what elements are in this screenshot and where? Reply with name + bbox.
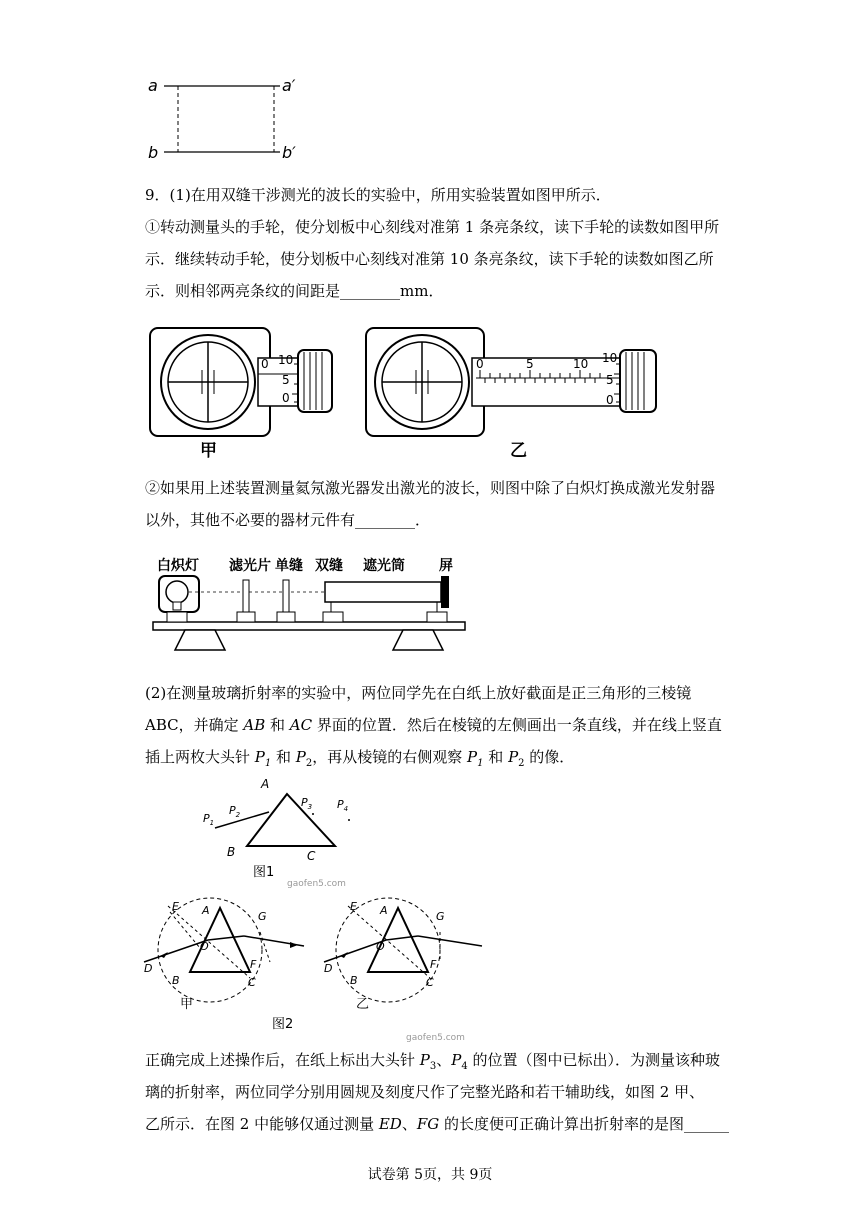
pin-p1b: P	[467, 748, 478, 766]
fig2-jia-B: B	[172, 974, 180, 987]
q9c-ed: ED	[378, 1115, 402, 1133]
caption-jia: 甲	[200, 441, 217, 461]
pin-p2: P	[295, 748, 306, 766]
q9b-line1: (2)在测量玻璃折射率的实验中，两位同学先在白纸上放好截面是正三角形的三棱镜	[145, 684, 692, 702]
q9b-line2-post: 界面的位置．然后在棱镜的左侧画出一条直线，并在线上竖直	[312, 716, 722, 734]
pin-p4-sub: 4	[461, 1061, 468, 1072]
q9-line4-pre: 示．则相邻两亮条纹的间距是	[145, 282, 341, 300]
fig1-P1: P	[203, 812, 210, 825]
fig2-watermark: gaofen5.com	[406, 1033, 465, 1043]
yi-main-0: 0	[476, 357, 484, 371]
q9b-line3-mid: ，再从棱镜的右侧观察	[312, 748, 468, 766]
fig1-P4: P	[337, 798, 344, 811]
fig1-P3: P	[301, 796, 308, 809]
fig2-jia-caption: 甲	[180, 997, 194, 1012]
q9b-line2	[145, 715, 725, 735]
fig1-P2: P	[229, 804, 236, 817]
q9b-line3	[145, 747, 725, 774]
fig1-B: B	[227, 845, 236, 859]
pin-p4: P	[451, 1051, 462, 1069]
fig2-jia-C: C	[248, 976, 256, 989]
fig2-caption: 图2	[272, 1017, 294, 1032]
q9-line3: 示．继续转动手轮，使分划板中心刻线对准第 10 条亮条纹，读下手轮的读数如图乙所	[145, 250, 714, 268]
label-a-prime: a′	[282, 76, 296, 95]
fig2-jia-E: E	[172, 900, 179, 913]
yi-main-10: 10	[573, 357, 589, 371]
q9-line2: ①转动测量头的手轮，使分划板中心刻线对准第 1 条亮条纹，读下手轮的读数如图甲所	[145, 218, 720, 236]
q9c-sep2: 、	[401, 1115, 417, 1133]
fig2-yi-D: D	[324, 962, 333, 975]
q9b-ab: AB	[243, 716, 266, 734]
pin-p2b: P	[508, 748, 519, 766]
fig2-jia	[144, 898, 304, 1012]
caption-yi: 乙	[510, 441, 527, 461]
q9c-line1-pre: 正确完成上述操作后，在纸上标出大头针	[145, 1051, 420, 1069]
micrometer-jia	[150, 328, 332, 461]
q9-line4	[145, 281, 725, 301]
q9-line4-post: mm．	[400, 282, 444, 300]
label-b: b	[148, 143, 159, 162]
micrometer-yi	[366, 328, 656, 461]
q9c-line2: 璃的折射率，两位同学分别用圆规及刻度尺作了完整光路和若干辅助线，如图 2 甲、	[145, 1083, 705, 1101]
fig1-prism	[195, 776, 395, 888]
fig2-yi-F: F	[430, 958, 437, 971]
pin-p2b-sub: 2	[518, 758, 525, 769]
pin-p3-sub: 3	[429, 1061, 437, 1072]
fig2-jia-A: A	[202, 904, 210, 917]
label-single-slit: 单缝	[275, 558, 303, 574]
label-double-slit: 双缝	[315, 558, 343, 574]
fig2-jia-O: O	[200, 940, 209, 953]
micrometer-figure	[140, 322, 670, 462]
pin-p2-sub: 2	[305, 758, 313, 769]
svg-text:P3: $P_3$	[301, 796, 313, 811]
q9c-line3	[145, 1114, 730, 1134]
fig-aa-bb	[140, 72, 310, 167]
yi-tick-5: 5	[606, 373, 614, 387]
pin-p1: P	[254, 748, 265, 766]
fig2-yi-E: E	[350, 900, 357, 913]
q9c-line1	[145, 1050, 725, 1077]
q9c-line1-post: 的位置（图中已标出）．为测量该种玻	[467, 1051, 721, 1069]
label-screen: 屏	[439, 558, 453, 574]
fig2-yi-A: A	[380, 904, 388, 917]
jia-tick-10: 10	[278, 353, 294, 367]
fig2	[140, 892, 520, 1044]
q9c-sep: 、	[436, 1051, 452, 1069]
svg-text:P1: $P_1$	[203, 812, 215, 827]
q9-2-line2: 以外，其他不必要的器材元件有________．	[145, 511, 431, 529]
pin-p1b-sub: 1	[477, 758, 484, 769]
fig2-jia-D: D	[144, 962, 153, 975]
apparatus-figure	[145, 552, 475, 662]
pin-p3: P	[419, 1051, 430, 1069]
q9b-line2-pre: ABC，并确定	[145, 716, 244, 734]
fig1-watermark: gaofen5.com	[287, 879, 346, 888]
q9-2-line1: ②如果用上述装置测量氦氖激光器发出激光的波长，则图中除了白炽灯换成激光发射器	[145, 479, 716, 497]
label-b-prime: b′	[282, 143, 296, 162]
fig1-A: A	[261, 777, 270, 791]
answer-blank-1[interactable]: ________	[340, 282, 401, 300]
fig2-yi	[324, 898, 482, 1012]
q9b-ac: AC	[289, 716, 313, 734]
yi-main-5: 5	[526, 357, 534, 371]
q9c-line3-pre: 乙所示．在图 2 中能够仅通过测量	[145, 1115, 379, 1133]
q9c-line3-post: 的长度便可正确计算出折射率的是图______	[439, 1115, 730, 1133]
svg-text:P2: $P_2$	[229, 804, 241, 819]
q9b-line3-post: 的像．	[524, 748, 575, 766]
fig2-yi-B: B	[350, 974, 358, 987]
fig2-yi-G: G	[436, 910, 445, 923]
fig2-jia-G: G	[258, 910, 267, 923]
pin-p1-sub: 1	[264, 758, 272, 769]
label-a: a	[148, 76, 158, 95]
yi-tick-0: 0	[606, 393, 614, 407]
jia-tick-0: 0	[282, 391, 290, 405]
page-footer: 试卷第 5页，共 9页	[367, 1167, 493, 1183]
fig2-yi-O: O	[376, 940, 385, 953]
fig2-yi-C: C	[426, 976, 434, 989]
fig1-caption: 图1	[253, 865, 275, 880]
jia-main-0: 0	[261, 357, 269, 371]
q9b-and3: 和	[483, 748, 509, 766]
q9b-and2: 和	[271, 748, 296, 766]
label-tube: 遮光筒	[363, 558, 405, 574]
fig2-jia-F: F	[250, 958, 257, 971]
q9-line1: 9．(1)在用双缝干涉测光的波长的实验中，所用实验装置如图甲所示．	[145, 186, 611, 204]
q9b-and: 和	[265, 716, 290, 734]
q9b-line3-pre: 插上两枚大头针	[145, 748, 255, 766]
yi-tick-10: 10	[602, 351, 618, 365]
label-bulb: 白炽灯	[157, 558, 199, 574]
svg-text:P4: $P_4$	[337, 798, 349, 813]
fig1-C: C	[307, 849, 316, 863]
jia-tick-5: 5	[282, 373, 290, 387]
label-filter: 滤光片	[229, 558, 271, 574]
q9c-fg: FG	[416, 1115, 440, 1133]
fig2-yi-caption: 乙	[356, 997, 370, 1012]
